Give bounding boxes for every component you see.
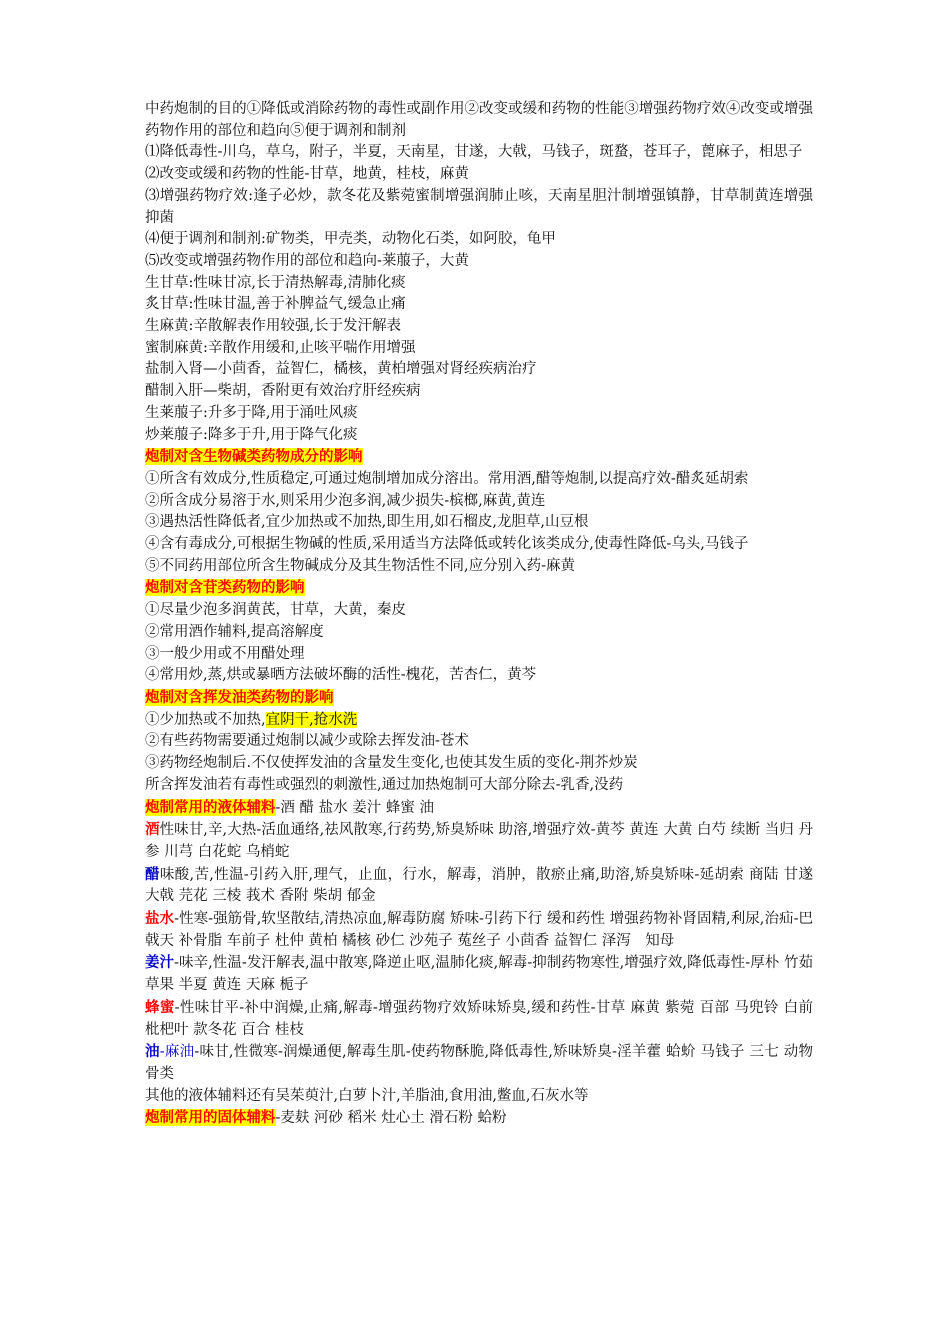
heading-highlight: 炮制对含挥发油类药物的影响	[145, 688, 334, 706]
adjuvant-entry-honey	[145, 997, 813, 1041]
heading-highlight: 炮制常用的固体辅料	[145, 1109, 276, 1127]
text-line: 炙甘草:性味甘温,善于补脾益气,缓急止痛	[145, 296, 406, 313]
adjuvant-text: -性味甘平-补中润燥,止痛,解毒-增强药物疗效矫味矫臭,缓和药性-甘草 麻黄 紫菀 百部 马兜铃 白前 枇杷叶 款冬花 百合 桂枝	[145, 999, 813, 1038]
adjuvant-text: 味酸,苦,性温-引药入肝,理气，止血，行水，解毒，消肿，散瘀止痛,助溶,矫臭矫味-延胡索 商陆 甘遂 大戟 芫花 三棱 莪术 香附 柴胡 郁金	[145, 866, 814, 905]
adjuvant-keyword: 酒	[145, 821, 160, 839]
list-item-text: ①少加热或不加热,	[145, 711, 266, 728]
adjuvant-keyword: 醋	[145, 865, 160, 883]
highlighted-text: 宜阴干,抢水洗	[265, 711, 358, 728]
adjuvant-subkeyword: -麻油	[159, 1044, 195, 1061]
adjuvant-text: -味辛,性温-发汗解表,温中散寒,降逆止呕,温肺化痰,解毒-抑制药物寒性,增强疗效,降低毒性-厚朴 竹茹 草果 半夏 黄连 天麻 栀子	[145, 955, 814, 994]
section-heading-solid-adjuvant	[145, 1107, 813, 1130]
heading-highlight: 炮制对含生物碱类药物成分的影响	[145, 448, 363, 466]
text-line: ⑷便于调剂和制剂:矿物类，甲壳类，动物化石类，如阿胶，龟甲	[145, 231, 556, 248]
text-line: 生莱菔子:升多于降,用于涌吐风痰	[145, 404, 358, 421]
adjuvant-entry-wine	[145, 819, 813, 863]
heading-tail: -酒 醋 盐水 姜汁 蜂蜜 油	[275, 799, 434, 816]
list-item: ②常用酒作辅料,提高溶解度	[145, 623, 324, 640]
adjuvant-text: -味甘,性微寒-润燥通便,解毒生肌-使药物酥脆,降低毒性,矫味矫臭-淫羊藿 蛤蚧 马钱子 三七 动物骨类	[145, 1044, 814, 1082]
adjuvant-text: 性味甘,辛,大热-活血通络,祛风散寒,行药势,矫臭矫味 助溶,增强疗效-黄芩 黄连 大黄 白芍 续断 当归 丹参 川芎 白花蛇 乌梢蛇	[145, 822, 814, 860]
section-heading-liquid-adjuvant	[145, 797, 813, 820]
adjuvant-text: -性寒-强筋骨,软坚散结,清热凉血,解毒防腐 矫味-引药下行 缓和药性 增强药物补肾固精,利尿,治疝-巴戟天 补骨脂 车前子 杜仲 黄柏 橘核 砂仁 沙苑子 菟丝子 小茴香 益智仁 泽泻 知母	[145, 911, 814, 949]
section-heading-alkaloid	[145, 446, 813, 469]
list-item: ③遇热活性降低者,宜少加热或不加热,即生用,如石榴皮,龙胆草,山豆根	[145, 514, 589, 531]
text-line: 生麻黄:辛散解表作用较强,长于发汗解表	[145, 318, 401, 335]
text-line: ⑴降低毒性-川乌，草乌，附子，半夏，天南星，甘遂，大戟，马钱子，斑蝥，苍耳子，蓖麻子，相思子	[145, 144, 803, 161]
list-item: ①所含有效成分,性质稳定,可通过炮制增加成分溶出。常用酒,醋等炮制,以提高疗效-醋炙延胡索	[145, 470, 749, 487]
adjuvant-entry-salt-water	[145, 908, 813, 952]
list-item: ⑤不同药用部位所含生物碱成分及其生物活性不同,应分别入药-麻黄	[145, 557, 576, 574]
list-item: ②有些药物需要通过炮制以减少或除去挥发油-苍术	[145, 733, 469, 750]
text-line: ⑸改变或增强药物作用的部位和趋向-莱菔子，大黄	[145, 252, 469, 269]
text-line: 盐制入肾—小茴香，益智仁，橘核，黄柏增强对肾经疾病治疗	[145, 361, 537, 378]
text-line: 生甘草:性味甘凉,长于清热解毒,清肺化痰	[145, 274, 406, 291]
section-heading-glycoside	[145, 577, 813, 600]
heading-tail: -麦麸 河砂 稻米 灶心土 滑石粉 蛤粉	[275, 1110, 507, 1127]
section-heading-volatile-oil	[145, 687, 813, 710]
adjuvant-entry-vinegar	[145, 864, 813, 908]
text-line: 中药炮制的目的①降低或消除药物的毒性或副作用②改变或缓和药物的性能③增强药物疗效④改变或增强药物作用的部位和趋向⑤便于调剂和制剂	[145, 101, 813, 139]
adjuvant-entry-oil	[145, 1041, 813, 1085]
list-item: ③药物经炮制后.不仅使挥发油的含量发生变化,也使其发生质的变化-荆芥炒炭	[145, 755, 638, 772]
adjuvant-keyword: 蜂蜜	[145, 998, 175, 1016]
text-line: 醋制入肝—柴胡，香附更有效治疗肝经疾病	[145, 383, 421, 400]
heading-highlight: 炮制常用的液体辅料	[145, 798, 276, 816]
adjuvant-keyword: 盐水	[145, 910, 175, 928]
list-item: ①尽量少泡多润黄芪，甘草，大黄，秦皮	[145, 602, 406, 619]
text-line: 其他的液体辅料还有吴茱萸汁,白萝卜汁,羊脂油,食用油,鳖血,石灰水等	[145, 1087, 589, 1104]
text-line: ⑶增强药物疗效:逢子必炒，款冬花及紫菀蜜制增强润肺止咳，天南星胆汁制增强镇静，甘草制黄连增强抑菌	[145, 187, 813, 226]
text-line: 炒莱菔子:降多于升,用于降气化痰	[145, 426, 358, 443]
list-item: 所含挥发油若有毒性或强烈的刺激性,通过加热炮制可大部分除去-乳香,没药	[145, 776, 624, 793]
heading-highlight: 炮制对含苷类药物的影响	[145, 579, 305, 597]
text-line: 蜜制麻黄:辛散作用缓和,止咳平喘作用增强	[145, 339, 416, 356]
text-line: ⑵改变或缓和药物的性能-甘草，地黄，桂枝，麻黄	[145, 166, 469, 183]
list-item: ②所含成分易溶于水,则采用少泡多润,减少损失-槟榔,麻黄,黄连	[145, 492, 546, 509]
adjuvant-keyword: 姜汁	[145, 954, 175, 972]
list-item: ③一般少用或不用醋处理	[145, 645, 305, 662]
list-item	[145, 710, 813, 732]
list-item: ④含有毒成分,可根据生物碱的性质,采用适当方法降低或转化该类成分,使毒性降低-乌头,马钱子	[145, 536, 749, 553]
list-item: ④常用炒,蒸,烘或暴晒方法破坏酶的活性-槐花，苦杏仁，黄芩	[145, 667, 537, 684]
document-page	[145, 99, 813, 1130]
adjuvant-entry-ginger-juice	[145, 952, 813, 996]
adjuvant-keyword: 油	[145, 1043, 160, 1061]
